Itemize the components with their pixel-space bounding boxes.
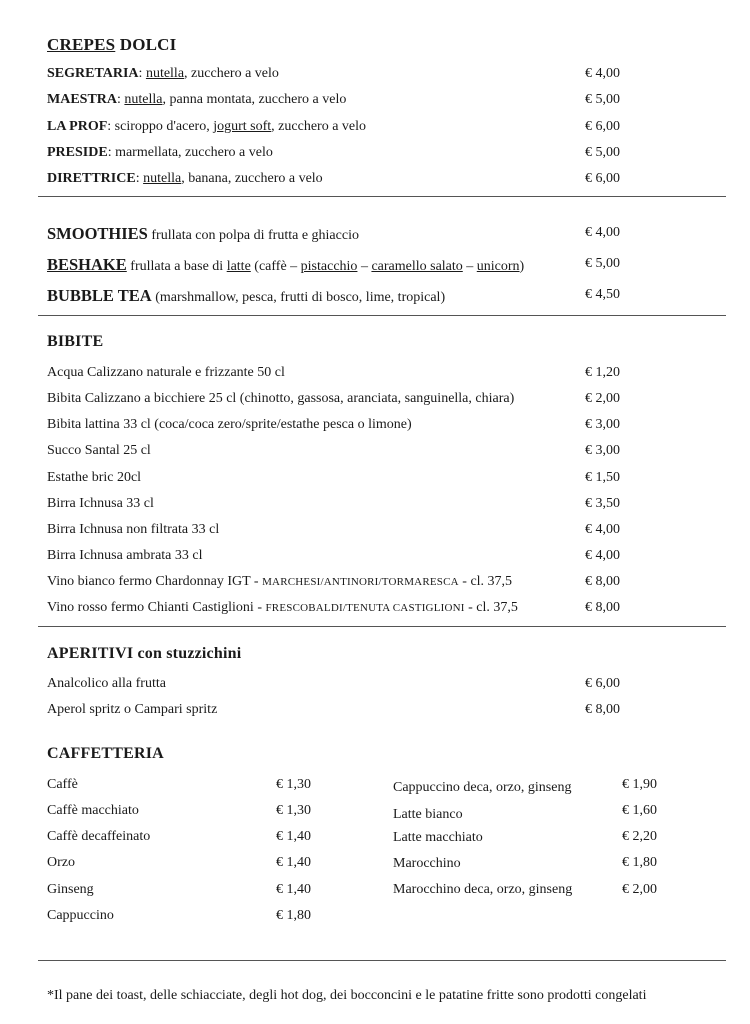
menu-item: Marocchino deca, orzo, ginseng	[393, 882, 573, 897]
menu-item-price: € 4,50	[585, 287, 620, 302]
menu-item-price: € 8,00	[585, 574, 620, 589]
crepes-section-title: CREPES DOLCI	[47, 35, 177, 54]
menu-item: Orzo	[47, 855, 75, 870]
menu-item: Analcolico alla frutta	[47, 676, 166, 691]
menu-item-smoothies: SMOOTHIES frullata con polpa di frutta e ghiaccio	[47, 224, 359, 243]
menu-item-price: € 8,00	[585, 600, 620, 615]
menu-item: Caffè decaffeinato	[47, 829, 151, 844]
menu-item-segretaria: SEGRETARIA: nutella, zucchero a velo	[47, 66, 279, 81]
menu-item-price: € 1,30	[276, 803, 311, 818]
menu-item-price: € 1,80	[276, 908, 311, 923]
menu-item-price: € 2,00	[585, 391, 620, 406]
menu-item-beshake: BESHAKE frullata a base di latte (caffè – pistacchio – caramello salato – unicorn)	[47, 255, 525, 274]
section-divider	[38, 960, 726, 961]
menu-item: Birra Ichnusa 33 cl	[47, 496, 154, 511]
menu-item-price: € 1,40	[276, 882, 311, 897]
menu-item: Birra Ichnusa ambrata 33 cl	[47, 548, 203, 563]
menu-item-bubble-tea: BUBBLE TEA (marshmallow, pesca, frutti di bosco, lime, tropical)	[47, 286, 446, 305]
menu-item-price: € 4,00	[585, 66, 620, 81]
menu-item-price: € 5,00	[585, 145, 620, 160]
aperitivi-section-title: APERITIVI con stuzzichini	[47, 645, 242, 662]
menu-item-price: € 4,00	[585, 522, 620, 537]
menu-item-price: € 8,00	[585, 702, 620, 717]
menu-item-price: € 6,00	[585, 119, 620, 134]
caffetteria-section-title: CAFFETTERIA	[47, 745, 164, 762]
menu-item-price: € 1,40	[276, 855, 311, 870]
menu-item: Aperol spritz o Campari spritz	[47, 702, 218, 717]
menu-item-price: € 2,00	[622, 882, 657, 897]
menu-item-price: € 5,00	[585, 92, 620, 107]
menu-item: Cappuccino	[47, 908, 114, 923]
menu-item-price: € 4,00	[585, 548, 620, 563]
menu-item-vino-bianco: Vino bianco fermo Chardonnay IGT - MARCHESI/ANTINORI/TORMARESCA - cl. 37,5	[47, 574, 513, 589]
menu-item: Marocchino	[393, 856, 461, 871]
section-divider	[38, 315, 726, 316]
section-divider	[38, 196, 726, 197]
menu-item: Caffè	[47, 777, 78, 792]
menu-item-price: € 2,20	[622, 829, 657, 844]
menu-item-price: € 4,00	[585, 225, 620, 240]
menu-item-price: € 3,00	[585, 443, 620, 458]
menu-item: Estathe bric 20cl	[47, 470, 142, 485]
menu-item-price: € 1,20	[585, 365, 620, 380]
menu-item-la-prof: LA PROF: sciroppo d'acero, jogurt soft, zucchero a velo	[47, 119, 367, 134]
bibite-section-title: BIBITE	[47, 333, 104, 350]
footnote: *Il pane dei toast, delle schiacciate, degli hot dog, dei bocconcini e le patatine fritte sono prodotti congelati	[47, 988, 647, 1003]
menu-item-price: € 1,30	[276, 777, 311, 792]
menu-item-vino-rosso: Vino rosso fermo Chianti Castiglioni - FRESCOBALDI/TENUTA CASTIGLIONI - cl. 37,5	[47, 600, 518, 615]
menu-item-maestra: MAESTRA: nutella, panna montata, zucchero a velo	[47, 92, 347, 107]
menu-item-price: € 1,90	[622, 777, 657, 792]
menu-item: Birra Ichnusa non filtrata 33 cl	[47, 522, 220, 537]
section-divider	[38, 626, 726, 627]
menu-item: Succo Santal 25 cl	[47, 443, 151, 458]
menu-item: Latte macchiato	[393, 830, 483, 845]
menu-item-price: € 6,00	[585, 171, 620, 186]
menu-item-price: € 3,00	[585, 417, 620, 432]
menu-item-price: € 1,50	[585, 470, 620, 485]
menu-item: Bibita Calizzano a bicchiere 25 cl (chinotto, gassosa, aranciata, sanguinella, chiara)	[47, 391, 515, 406]
menu-item: Cappuccino deca, orzo, ginseng	[393, 780, 572, 795]
menu-item: Caffè macchiato	[47, 803, 139, 818]
menu-item-price: € 1,40	[276, 829, 311, 844]
menu-item-price: € 1,80	[622, 855, 657, 870]
menu-item-price: € 5,00	[585, 256, 620, 271]
menu-item: Acqua Calizzano naturale e frizzante 50 cl	[47, 365, 285, 380]
menu-item: Latte bianco	[393, 807, 463, 822]
menu-item-preside: PRESIDE: marmellata, zucchero a velo	[47, 145, 273, 160]
menu-item-direttrice: DIRETTRICE: nutella, banana, zucchero a velo	[47, 171, 323, 186]
menu-item-price: € 6,00	[585, 676, 620, 691]
menu-item: Ginseng	[47, 882, 94, 897]
menu-item-price: € 3,50	[585, 496, 620, 511]
menu-item: Bibita lattina 33 cl (coca/coca zero/sprite/estathe pesca o limone)	[47, 417, 412, 432]
menu-item-price: € 1,60	[622, 803, 657, 818]
